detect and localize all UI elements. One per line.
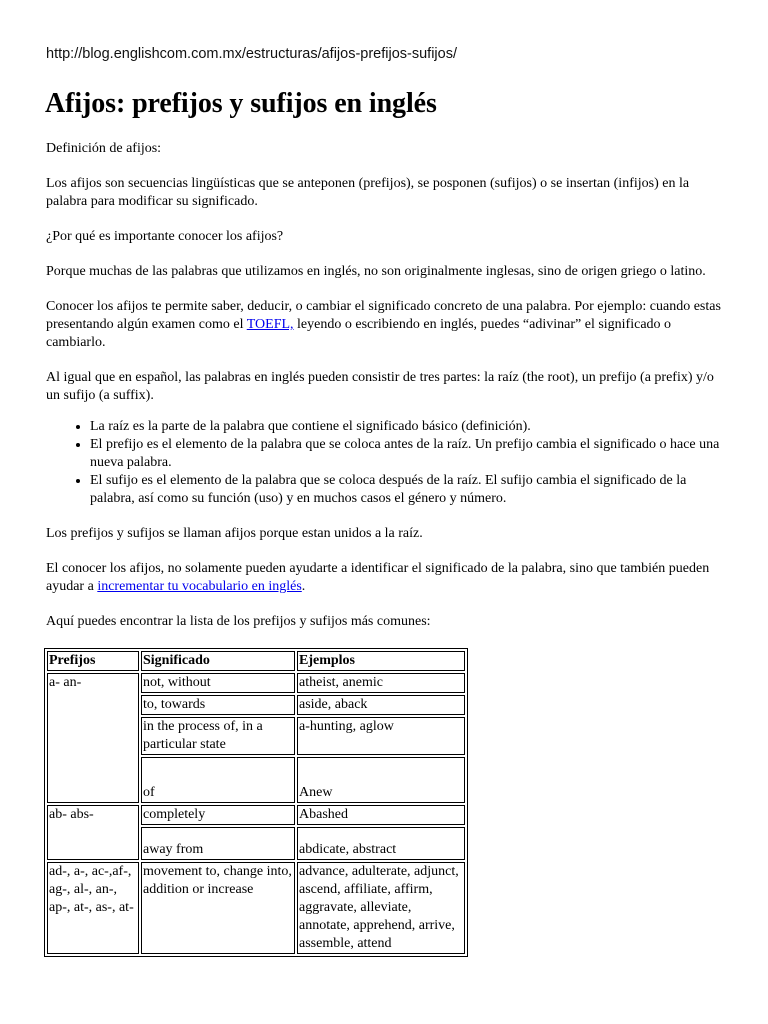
- article-body: [46, 140, 726, 957]
- paragraph-definition: Los afijos son secuencias lingüísticas que se anteponen (prefijos), se posponen (sufijos) o se insertan (infijos) en la palabra para modificar su significado.: [46, 176, 690, 209]
- paragraph-affixes: Los prefijos y sufijos se llaman afijos porque estan unidos a la raíz.: [46, 526, 423, 541]
- table-cell: in the process of, in a particular state: [141, 717, 295, 755]
- text-segment: El conocer los afijos, no solamente pueden ayudarte a identificar el significado de la palabra, sino que también pueden ayudar a: [46, 561, 710, 594]
- table-cell: a- an-: [47, 673, 139, 803]
- table-cell: ab- abs-: [47, 805, 139, 860]
- paragraph-vocabulary: [46, 560, 726, 596]
- table-cell: ad-, a-, ac-,af-, ag-, al-, an-, ap-, at-, as-, at-: [47, 862, 139, 954]
- table-cell: Abashed: [297, 805, 465, 825]
- table-cell: completely: [141, 805, 295, 825]
- table-cell: away from: [141, 827, 295, 860]
- source-url: http://blog.englishcom.com.mx/estructuras/afijos-prefijos-sufijos/: [46, 46, 457, 62]
- table-cell: to, towards: [141, 695, 295, 715]
- list-item: • La raíz es la parte de la palabra que contiene el significado básico (definición).: [90, 418, 726, 436]
- paragraph-parts: Al igual que en español, las palabras en inglés pueden consistir de tres partes: la raíz (the root), un prefijo (a prefix) y/o un sufijo (a suffix).: [46, 370, 714, 403]
- paragraph-toefl: [46, 298, 726, 352]
- table-header-row: [47, 651, 465, 671]
- paragraph-origin: Porque muchas de las palabras que utilizamos en inglés, no son originalmente inglesas, sino de origen griego o latino.: [46, 264, 706, 279]
- table-cell: Anew: [297, 757, 465, 803]
- table-cell: aside, aback: [297, 695, 465, 715]
- text-segment: Conocer los afijos te permite saber, deducir, o cambiar el significado concreto de una palabra. Por ejemplo: cuando estas presentando algún examen como el: [46, 299, 721, 332]
- table-cell: movement to, change into, addition or increase: [141, 862, 295, 954]
- text-segment: leyendo o escribiendo en inglés, puedes “adivinar” el significado o cambiarlo.: [46, 317, 672, 350]
- header-cell: Prefijos: [47, 651, 139, 671]
- table-cell: advance, adulterate, adjunct, ascend, affiliate, affirm, aggravate, alleviate, annotate, apprehend, arrive, assemble, attend: [297, 862, 465, 954]
- header-cell: Ejemplos: [297, 651, 465, 671]
- header-cell: Significado: [141, 651, 295, 671]
- paragraph-list-intro: Aquí puedes encontrar la lista de los prefijos y sufijos más comunes:: [46, 614, 431, 629]
- table-cell: abdicate, abstract: [297, 827, 465, 860]
- table-row: [47, 673, 465, 693]
- table-cell: of: [141, 757, 295, 803]
- paragraph-definition-heading: Definición de afijos:: [46, 141, 162, 156]
- table-cell: atheist, anemic: [297, 673, 465, 693]
- text-segment: .: [301, 579, 306, 594]
- paragraph-question: ¿Por qué es importante conocer los afijos?: [46, 229, 284, 244]
- list-item: • El prefijo es el elemento de la palabra que se coloca antes de la raíz. Un prefijo cambia el significado o hace una nueva palabra.: [90, 436, 726, 472]
- affix-table: [44, 648, 468, 957]
- bullet-list: [46, 418, 726, 508]
- page-title: Afijos: prefijos y sufijos en inglés: [45, 88, 437, 119]
- vocabulary-link[interactable]: incrementar tu vocabulario en inglés: [97, 579, 302, 594]
- table-cell: not, without: [141, 673, 295, 693]
- table-cell: a-hunting, aglow: [297, 717, 465, 755]
- list-item: • El sufijo es el elemento de la palabra que se coloca después de la raíz. El sufijo cambia el significado de la palabra, así como su función (uso) y en muchos casos el género y número.: [90, 472, 726, 508]
- table-row: [47, 862, 465, 954]
- toefl-link[interactable]: TOEFL,: [246, 317, 294, 332]
- table-row: [47, 805, 465, 825]
